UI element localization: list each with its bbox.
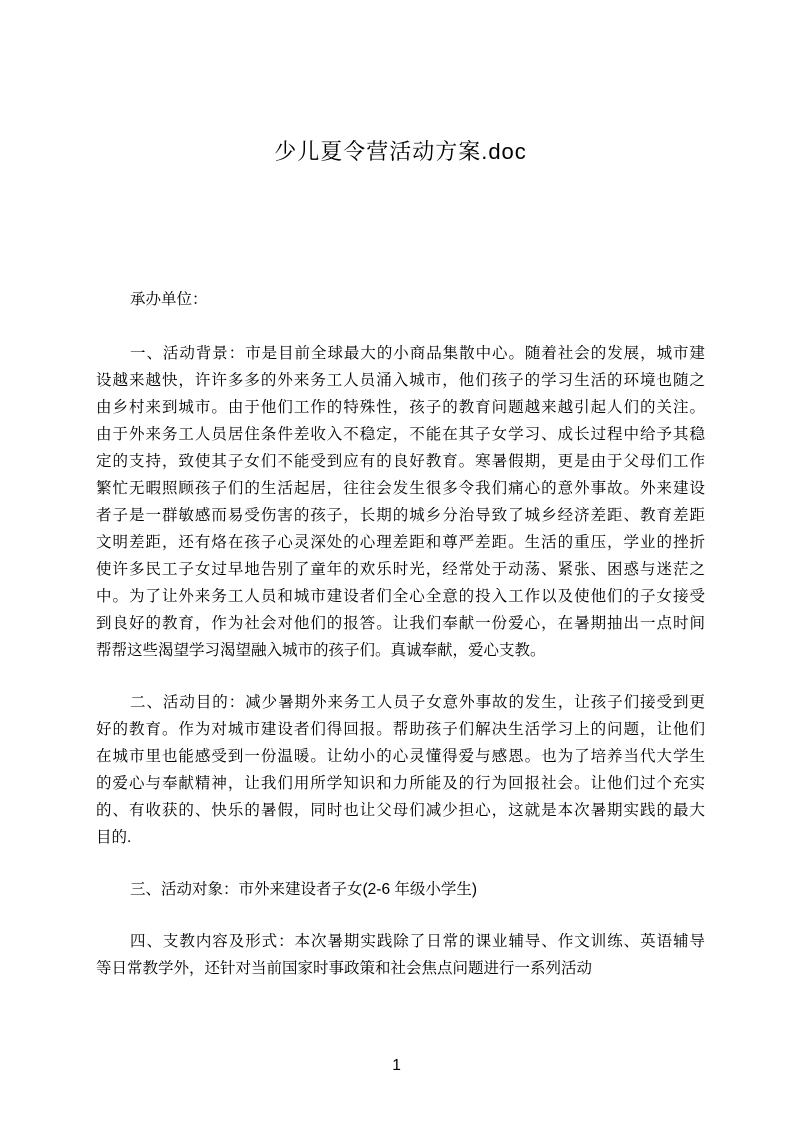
organizer-label: 承办单位： — [130, 291, 208, 308]
paragraph-line: 的、有收获的、快乐的暑假，同时也让父母们减少担心，这就是本次暑期实践的最大 — [96, 802, 705, 819]
paragraph-line: 繁忙无暇照顾孩子们的生活起居，往往会发生很多令我们痛心的意外事故。外来建设 — [96, 480, 705, 497]
paragraph-line: 定的支持，致使其子女们不能受到应有的良好教育。寒暑假期，更是由于父母们工作 — [96, 453, 705, 470]
paragraph-line: 中。为了让外来务工人员和城市建设者们全心全意的投入工作以及使他们的子女接受 — [96, 588, 705, 605]
paragraph-line: 三、活动对象：市外来建设者子女(2-6 年级小学生) — [130, 881, 478, 898]
document-body — [96, 340, 705, 982]
paragraph-line: 好的教育。作为对城市建设者们得回报。帮助孩子们解决生活学习上的问题，让他们 — [96, 721, 705, 738]
paragraph-line: 由乡村来到城市。由于他们工作的特殊性，孩子的教育问题越来越引起人们的关注。 — [96, 399, 705, 416]
paragraph-line: 的爱心与奉献精神，让我们用所学知识和力所能及的行为回报社会。让他们过个充实 — [96, 775, 705, 792]
paragraph-line: 四、支教内容及形式：本次暑期实践除了日常的课业辅导、作文训练、英语辅导 — [130, 933, 705, 950]
paragraph-line: 文明差距，还有烙在孩子心灵深处的心理差距和尊严差距。生活的重压，学业的挫折 — [96, 534, 705, 551]
paragraph-line: 在城市里也能感受到一份温暖。让幼小的心灵懂得爱与感恩。也为了培养当代大学生 — [96, 748, 705, 765]
paragraph-line: 帮帮这些渴望学习渴望融入城市的孩子们。真诚奉献，爱心支教。 — [96, 642, 546, 659]
paragraph-teaching-content — [96, 928, 705, 982]
paragraph-line: 等日常教学外，还针对当前国家时事政策和社会焦点问题进行一系列活动 — [96, 960, 593, 977]
paragraph-line: 设越来越快，许许多多的外来务工人员涌入城市，他们孩子的学习生活的环境也随之 — [96, 372, 705, 389]
paragraph-activity-background — [96, 340, 705, 664]
document-content — [96, 136, 705, 982]
paragraph-line: 二、活动目的：减少暑期外来务工人员子女意外事故的发生，让孩子们接受到更 — [130, 694, 705, 711]
paragraph-line: 由于外来务工人员居住条件差收入不稳定，不能在其子女学习、成长过程中给予其稳 — [96, 426, 705, 443]
paragraph-line: 者子是一群敏感而易受伤害的孩子，长期的城乡分治导致了城乡经济差距、教育差距 — [96, 507, 705, 524]
document-title: 少儿夏令营活动方案.doc — [274, 139, 527, 164]
page-number: 1 — [392, 1057, 401, 1074]
paragraph-line: 使许多民工子女过早地告别了童年的欢乐时光，经常处于动荡、紧张、困惑与迷茫之 — [96, 561, 705, 578]
paragraph-line: 目的. — [96, 829, 132, 846]
paragraph-activity-target — [96, 876, 705, 903]
paragraph-line: 一、活动背景：市是目前全球最大的小商品集散中心。随着社会的发展，城市建 — [130, 345, 705, 362]
paragraph-activity-purpose — [96, 689, 705, 851]
paragraph-line: 到良好的教育，作为社会对他们的报答。让我们奉献一份爱心，在暑期抽出一点时间 — [96, 615, 705, 632]
